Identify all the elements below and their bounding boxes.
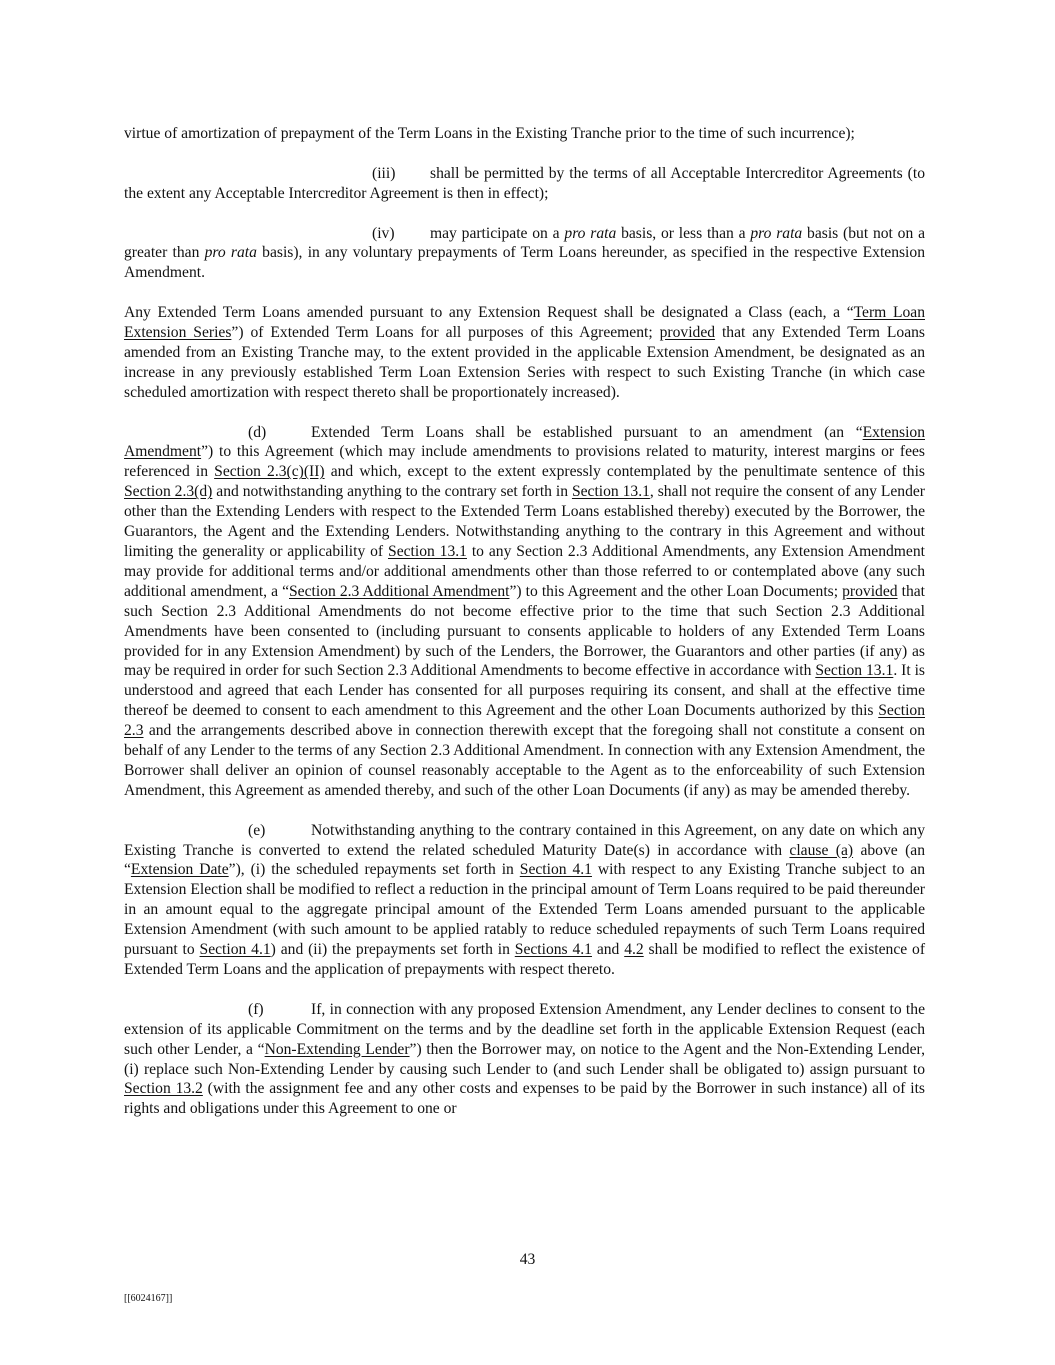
defined-term: Non-Extending Lender <box>264 1040 410 1058</box>
text-run: may participate on a <box>430 224 565 242</box>
text-run: that any Extended Term Loans amended from an Existing Tranche may, to the extent provided in the applicable Extension Amendment, be designated as an increase in any previously established Term Loan Extension Series with respect to such Existing Tranche (in which case scheduled amortization with respect thereto shall be proportionately increased). <box>124 324 925 401</box>
section-reference: Section 13.1 <box>815 662 894 680</box>
section-reference: Section 4.1 <box>199 941 271 959</box>
underlined-term: provided <box>659 324 716 342</box>
paragraph-text: shall be permitted by the terms of all Acceptable Intercreditor Agreements (to the extent any Acceptable Intercreditor Agreement is then in effect); <box>124 164 925 202</box>
text-run: basis), in any voluntary prepayments of Term Loans hereunder, as specified in the respective Extension Amendment. <box>124 244 925 282</box>
clause-number: (iii) <box>372 164 396 182</box>
section-reference: Sections 4.1 <box>514 941 592 959</box>
text-run: (with the assignment fee and any other costs and expenses to be paid by the Borrower in such instance) all of its rights and obligations under this Agreement to one or <box>124 1080 925 1118</box>
clause-reference: clause (a) <box>789 841 854 859</box>
text-run: above (an “ <box>124 841 925 879</box>
text-run: and <box>591 941 625 959</box>
text-run: ) and (ii) the prepayments set forth in <box>270 941 515 959</box>
text-run: basis (but not on a greater than <box>124 224 925 262</box>
paragraph-d <box>124 423 925 801</box>
document-id: [[6024167]] <box>124 1293 173 1304</box>
text-run: ”) to this Agreement (which may include amendments to provisions related to maturity, interest margins or fees referenced in <box>124 443 925 481</box>
paragraph-iv <box>124 224 925 284</box>
text-run: ”) then the Borrower may, on notice to the Agent and the Non-Extending Lender, (i) replace such Non-Extending Lender by causing such Lender to (and such Lender shall be obligated to) assign pursuant to <box>124 1040 925 1078</box>
text-run: , shall not require the consent of any Lender other than the Extending Lenders with respect to the Extended Term Loans established thereby) executed by the Borrower, the Guarantors, the Agent and the Extending Lenders. Notwithstanding anything to the contrary in this Agreement and without limiting the generality or applicability of <box>124 483 925 560</box>
page-number: 43 <box>519 1251 536 1268</box>
text-run: If, in connection with any proposed Extension Amendment, any Lender declines to consent to the extension of its applicable Commitment on the terms and by the deadline set forth in the applicable Extension Request (each such other Lender, a “ <box>124 1000 925 1058</box>
text-run: Any Extended Term Loans amended pursuant to any Extension Request shall be designated a Class (each, a “ <box>124 304 854 322</box>
italic-term: pro rata <box>750 224 803 242</box>
text-run: and the arrangements described above in connection therewith except that the foregoing shall not constitute a consent on behalf of any Lender to the terms of any Section 2.3 Additional Amendment. In connection with any Extension Amendment, the Borrower shall deliver an opinion of counsel reasonably acceptable to the Agent as to the enforceability of such Extension Amendment, this Agreement as amended thereby, and such of the other Loan Documents (if any) as may be amended thereby. <box>124 722 925 799</box>
section-reference: Section 13.1 <box>571 483 650 501</box>
paragraph-text: virtue of amortization of prepayment of the Term Loans in the Existing Tranche prior to the time of such incurrence); <box>124 125 855 142</box>
text-run: basis, or less than a <box>616 224 751 242</box>
paragraph-extension-series <box>124 303 925 403</box>
section-reference: Section 4.1 <box>519 861 592 879</box>
text-run: with respect to any Existing Tranche subject to an Extension Election shall be modified to reflect a reduction in the principal amount of Term Loans required to be paid thereunder in an amount equal to the aggregate principal amount of the Extended Term Loans amended pursuant to the applicable Extension Amendment (with such amount to be applied ratably to reduce scheduled repayments of such Term Loans required pursuant to <box>124 861 925 959</box>
section-reference: Section 2.3 <box>124 702 925 740</box>
text-run: and which, except to the extent expressly contemplated by the penultimate sentence of this <box>324 463 925 481</box>
text-run: Extended Term Loans shall be established pursuant to an amendment (an “ <box>311 423 863 441</box>
text-run: shall be modified to reflect the existence of Extended Term Loans and the application of prepayments with respect thereto. <box>124 941 926 978</box>
defined-term: Term Loan Extension Series <box>124 304 925 342</box>
italic-term: pro rata <box>564 224 617 242</box>
section-reference: Section 2.3(d) <box>124 483 213 501</box>
text-run: and notwithstanding anything to the contrary set forth in <box>212 483 572 501</box>
text-run: . It is understood and agreed that each Lender has consented for all purposes requiring its consent, and shall at the effective time thereof be deemed to consent to each amendment to this Agreement and the other Loan Documents authorized by this <box>124 662 925 720</box>
clause-number: (d) <box>248 423 267 441</box>
defined-term: Section 2.3 Additional Amendment <box>289 582 510 600</box>
text-run: ”), (i) the scheduled repayments set forth in <box>228 861 520 879</box>
underlined-term: provided <box>842 582 898 600</box>
document-body <box>124 124 925 1139</box>
text-run: to any Section 2.3 Additional Amendments, any Extension Amendment may provide for additional terms and/or additional amendments other than those referred to or contemplated above (any such additional amendment, a “ <box>124 542 925 600</box>
section-reference: Section 13.1 <box>388 542 467 560</box>
paragraph-e <box>124 821 925 980</box>
section-reference: Section 13.2 <box>124 1080 203 1098</box>
italic-term: pro rata <box>204 244 257 262</box>
paragraph-continuation <box>124 124 925 144</box>
text-run: that such Section 2.3 Additional Amendments do not become effective prior to the time that such Section 2.3 Additional Amendments have been consented to (including pursuant to consents applicable to holders of any Extended Term Loans provided for in any Extension Amendment) by such of the Lenders, the Borrower, the Guarantors and other parties (if any) as may be required in order for such Section 2.3 Additional Amendments to become effective in accordance with <box>124 582 925 680</box>
clause-number: (e) <box>248 821 266 839</box>
defined-term: Extension Amendment <box>124 423 925 461</box>
defined-term: Extension Date <box>130 861 229 879</box>
paragraph-iii <box>124 164 925 204</box>
clause-number: (f) <box>248 1000 264 1018</box>
clause-number: (iv) <box>372 224 395 242</box>
section-reference: 4.2 <box>624 941 644 959</box>
text-run: Notwithstanding anything to the contrary contained in this Agreement, on any date on which any Existing Tranche is converted to extend the related scheduled Maturity Date(s) in accordance with <box>124 821 925 859</box>
section-reference: Section 2.3(c)(II) <box>214 463 325 481</box>
text-run: ”) to this Agreement and the other Loan Documents; <box>509 582 843 600</box>
text-run: ”) of Extended Term Loans for all purposes of this Agreement; <box>231 324 660 342</box>
paragraph-f <box>124 1000 925 1119</box>
